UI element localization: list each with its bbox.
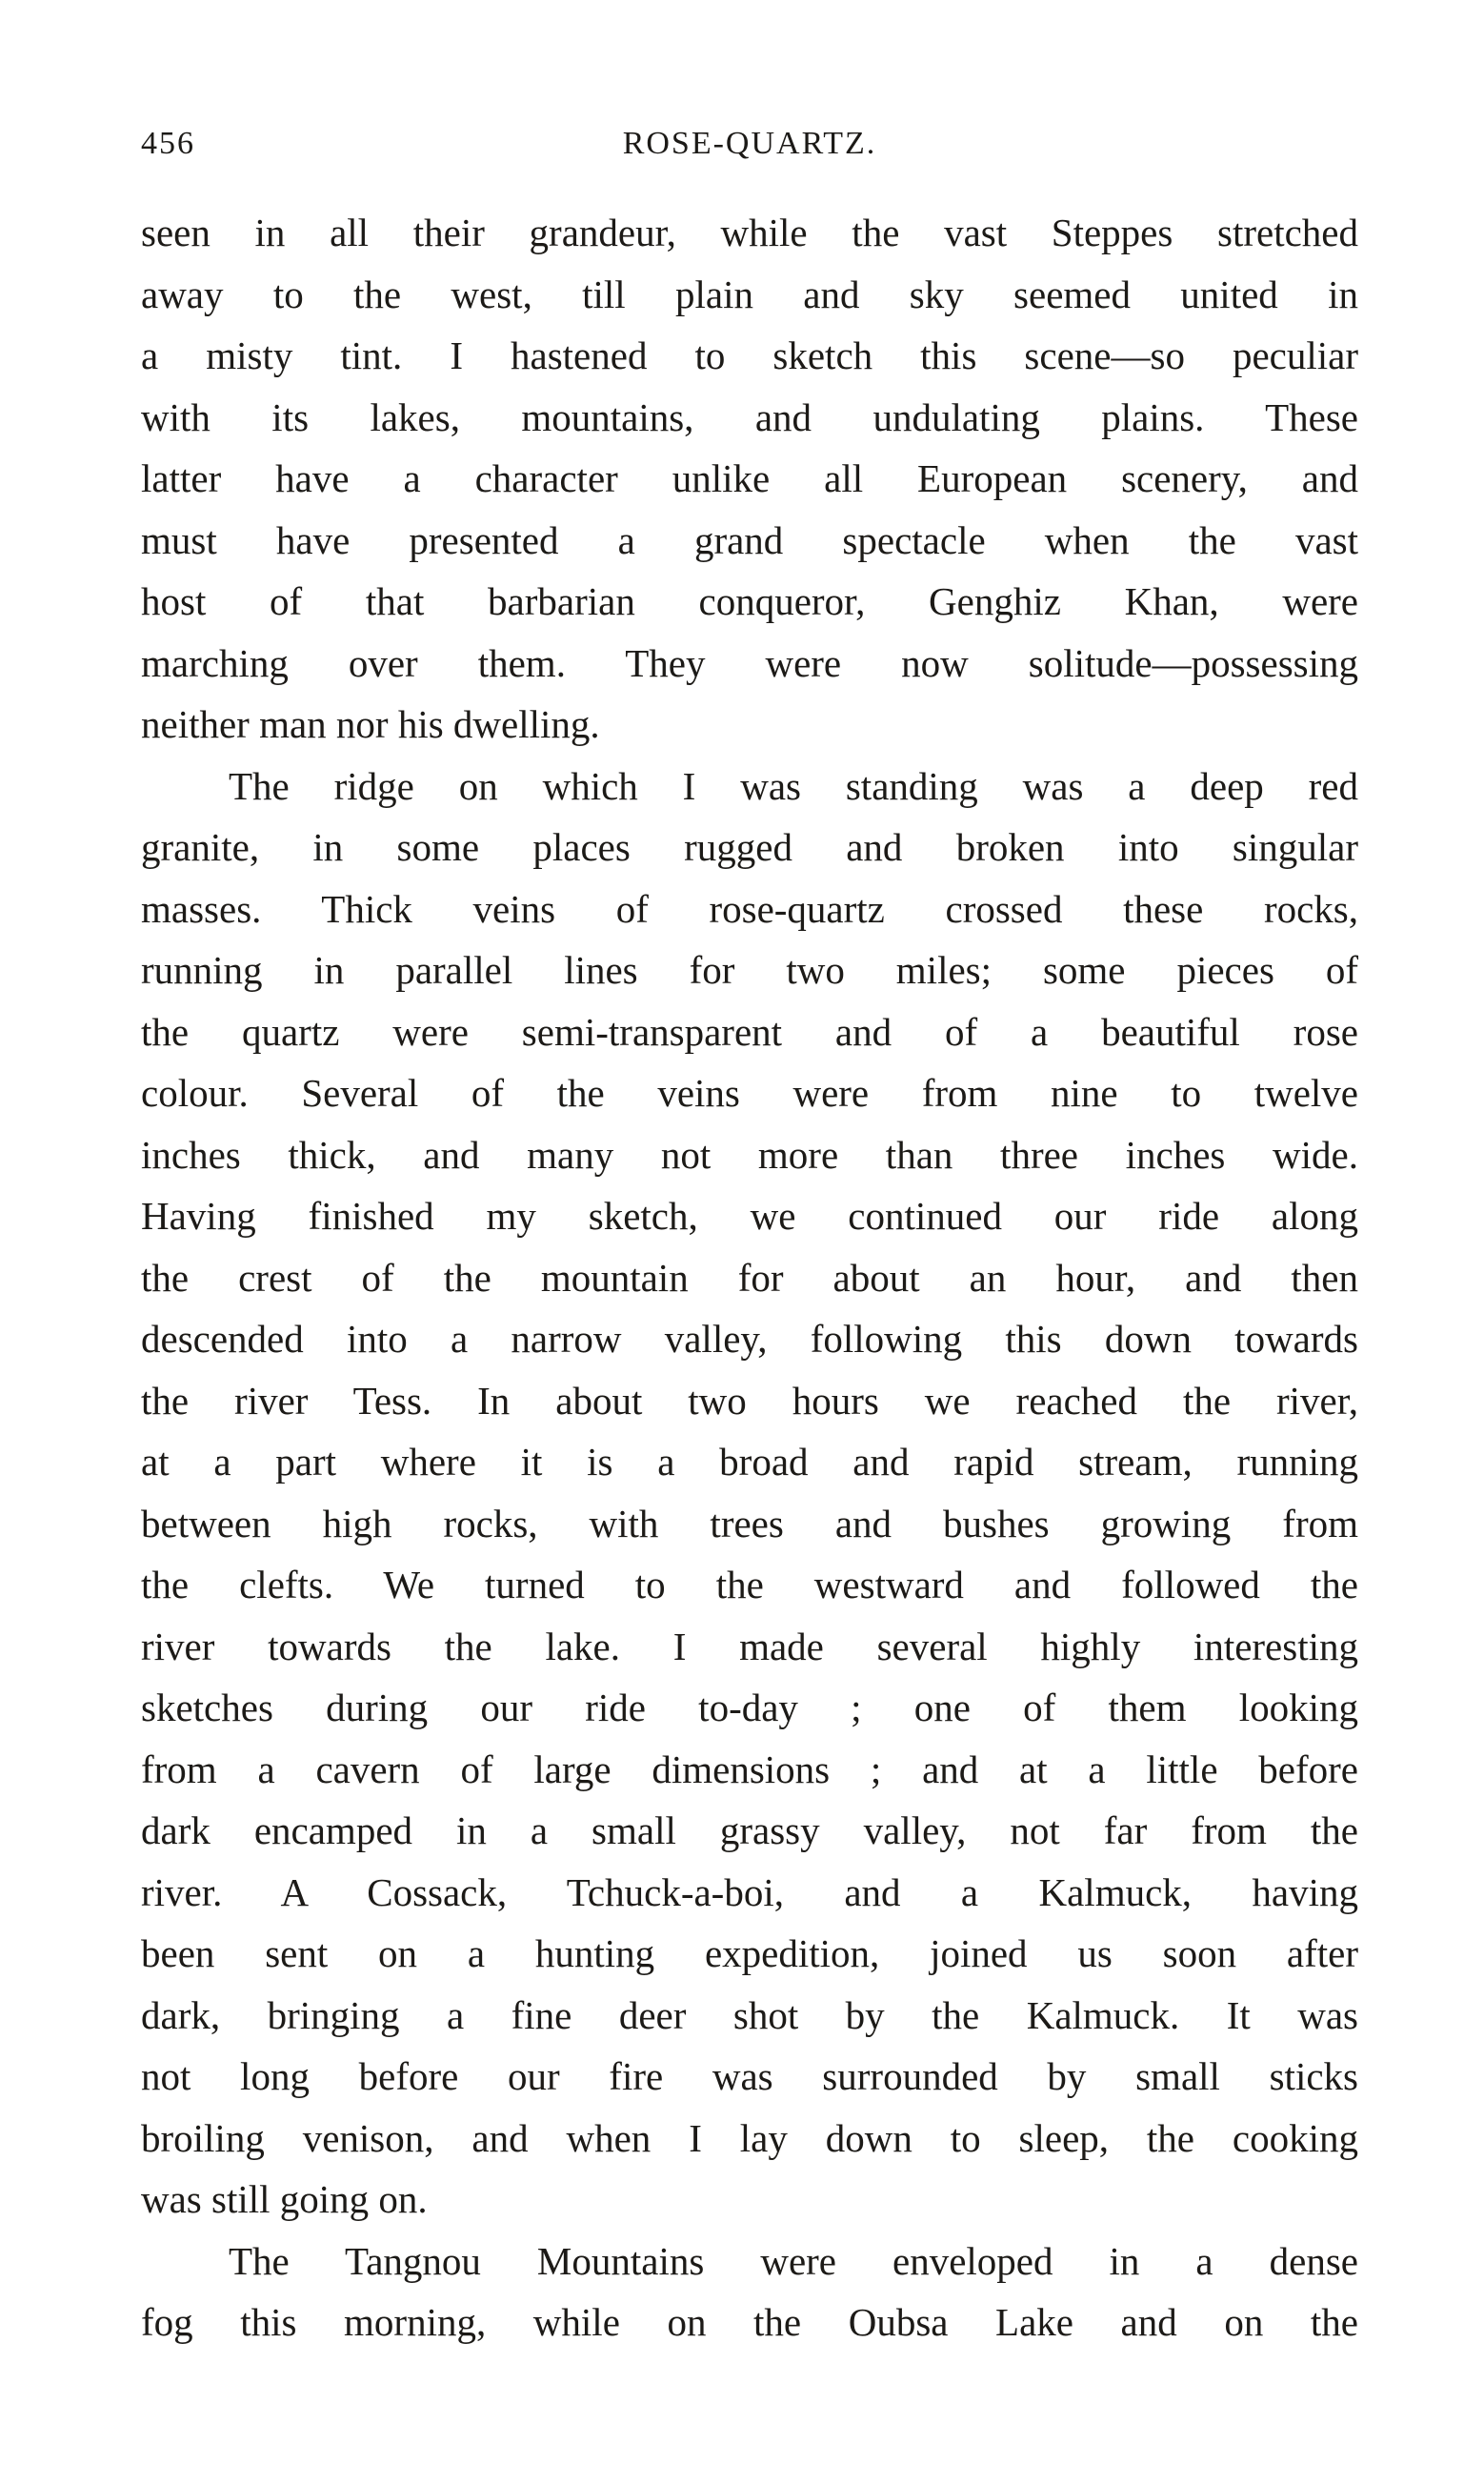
text-line: from a cavern of large dimensions ; and at a little before — [141, 1747, 1358, 1791]
text-line: latter have a character unlike all European scenery, and — [141, 456, 1358, 500]
text-line: between high rocks, with trees and bushes growing from — [141, 1501, 1358, 1545]
text-line: running in parallel lines for two miles; some pieces of — [141, 948, 1358, 992]
text-line: the crest of the mountain for about an hour, and then — [141, 1255, 1358, 1300]
text-line: colour. Several of the veins were from nine to twelve — [141, 1071, 1358, 1115]
running-head — [141, 126, 1358, 172]
text-line: river towards the lake. I made several highly interesting — [141, 1624, 1358, 1668]
text-line: host of that barbarian conqueror, Genghiz Khan, were — [141, 579, 1358, 623]
text-line: The Tangnou Mountains were enveloped in a dense — [229, 2238, 1358, 2283]
text-line: masses. Thick veins of rose-quartz crossed these rocks, — [141, 886, 1358, 931]
text-line: the quartz were semi-transparent and of a beautiful rose — [141, 1009, 1358, 1054]
text-line: granite, in some places rugged and broken into singular — [141, 825, 1358, 869]
body-text — [141, 202, 1358, 2353]
text-line: neither man nor his dwelling. — [141, 702, 600, 746]
text-line: was still going on. — [141, 2177, 428, 2221]
text-line: fog this morning, while on the Oubsa Lake and on the — [141, 2300, 1358, 2344]
text-line: must have presented a grand spectacle when the vast — [141, 517, 1358, 562]
text-line: away to the west, till plain and sky seemed united in — [141, 272, 1358, 316]
text-line: river. A Cossack, Tchuck-a-boi, and a Kalmuck, having — [141, 1869, 1358, 1914]
text-line: at a part where it is a broad and rapid stream, running — [141, 1440, 1358, 1484]
text-line: with its lakes, mountains, and undulating plains. These — [141, 394, 1358, 439]
page-number: 456 — [141, 126, 195, 161]
text-line: a misty tint. I hastened to sketch this scene—so peculiar — [141, 333, 1358, 377]
text-line: The ridge on which I was standing was a deep red — [229, 763, 1358, 808]
text-line: dark encamped in a small grassy valley, not far from the — [141, 1808, 1358, 1852]
text-line: marching over them. They were now solitude—possessing — [141, 640, 1358, 685]
text-line: not long before our fire was surrounded by small sticks — [141, 2054, 1358, 2098]
running-title: ROSE-QUARTZ. — [622, 126, 877, 161]
text-line: the river Tess. In about two hours we reached the river, — [141, 1378, 1358, 1423]
text-line: dark, bringing a fine deer shot by the Kalmuck. It was — [141, 1992, 1358, 2037]
text-line: Having finished my sketch, we continued our ride along — [141, 1194, 1358, 1238]
text-line: seen in all their grandeur, while the vast Steppes stretched — [141, 211, 1358, 254]
text-line: inches thick, and many not more than three inches wide. — [141, 1132, 1358, 1177]
text-line: sketches during our ride to-day ; one of them looking — [141, 1686, 1358, 1729]
text-line: broiling venison, and when I lay down to sleep, the cooking — [141, 2115, 1358, 2160]
text-line: been sent on a hunting expedition, joined us soon after — [141, 1931, 1358, 1975]
text-line: descended into a narrow valley, following this down towards — [141, 1317, 1358, 1361]
text-line: the clefts. We turned to the westward and followed the — [141, 1563, 1358, 1606]
